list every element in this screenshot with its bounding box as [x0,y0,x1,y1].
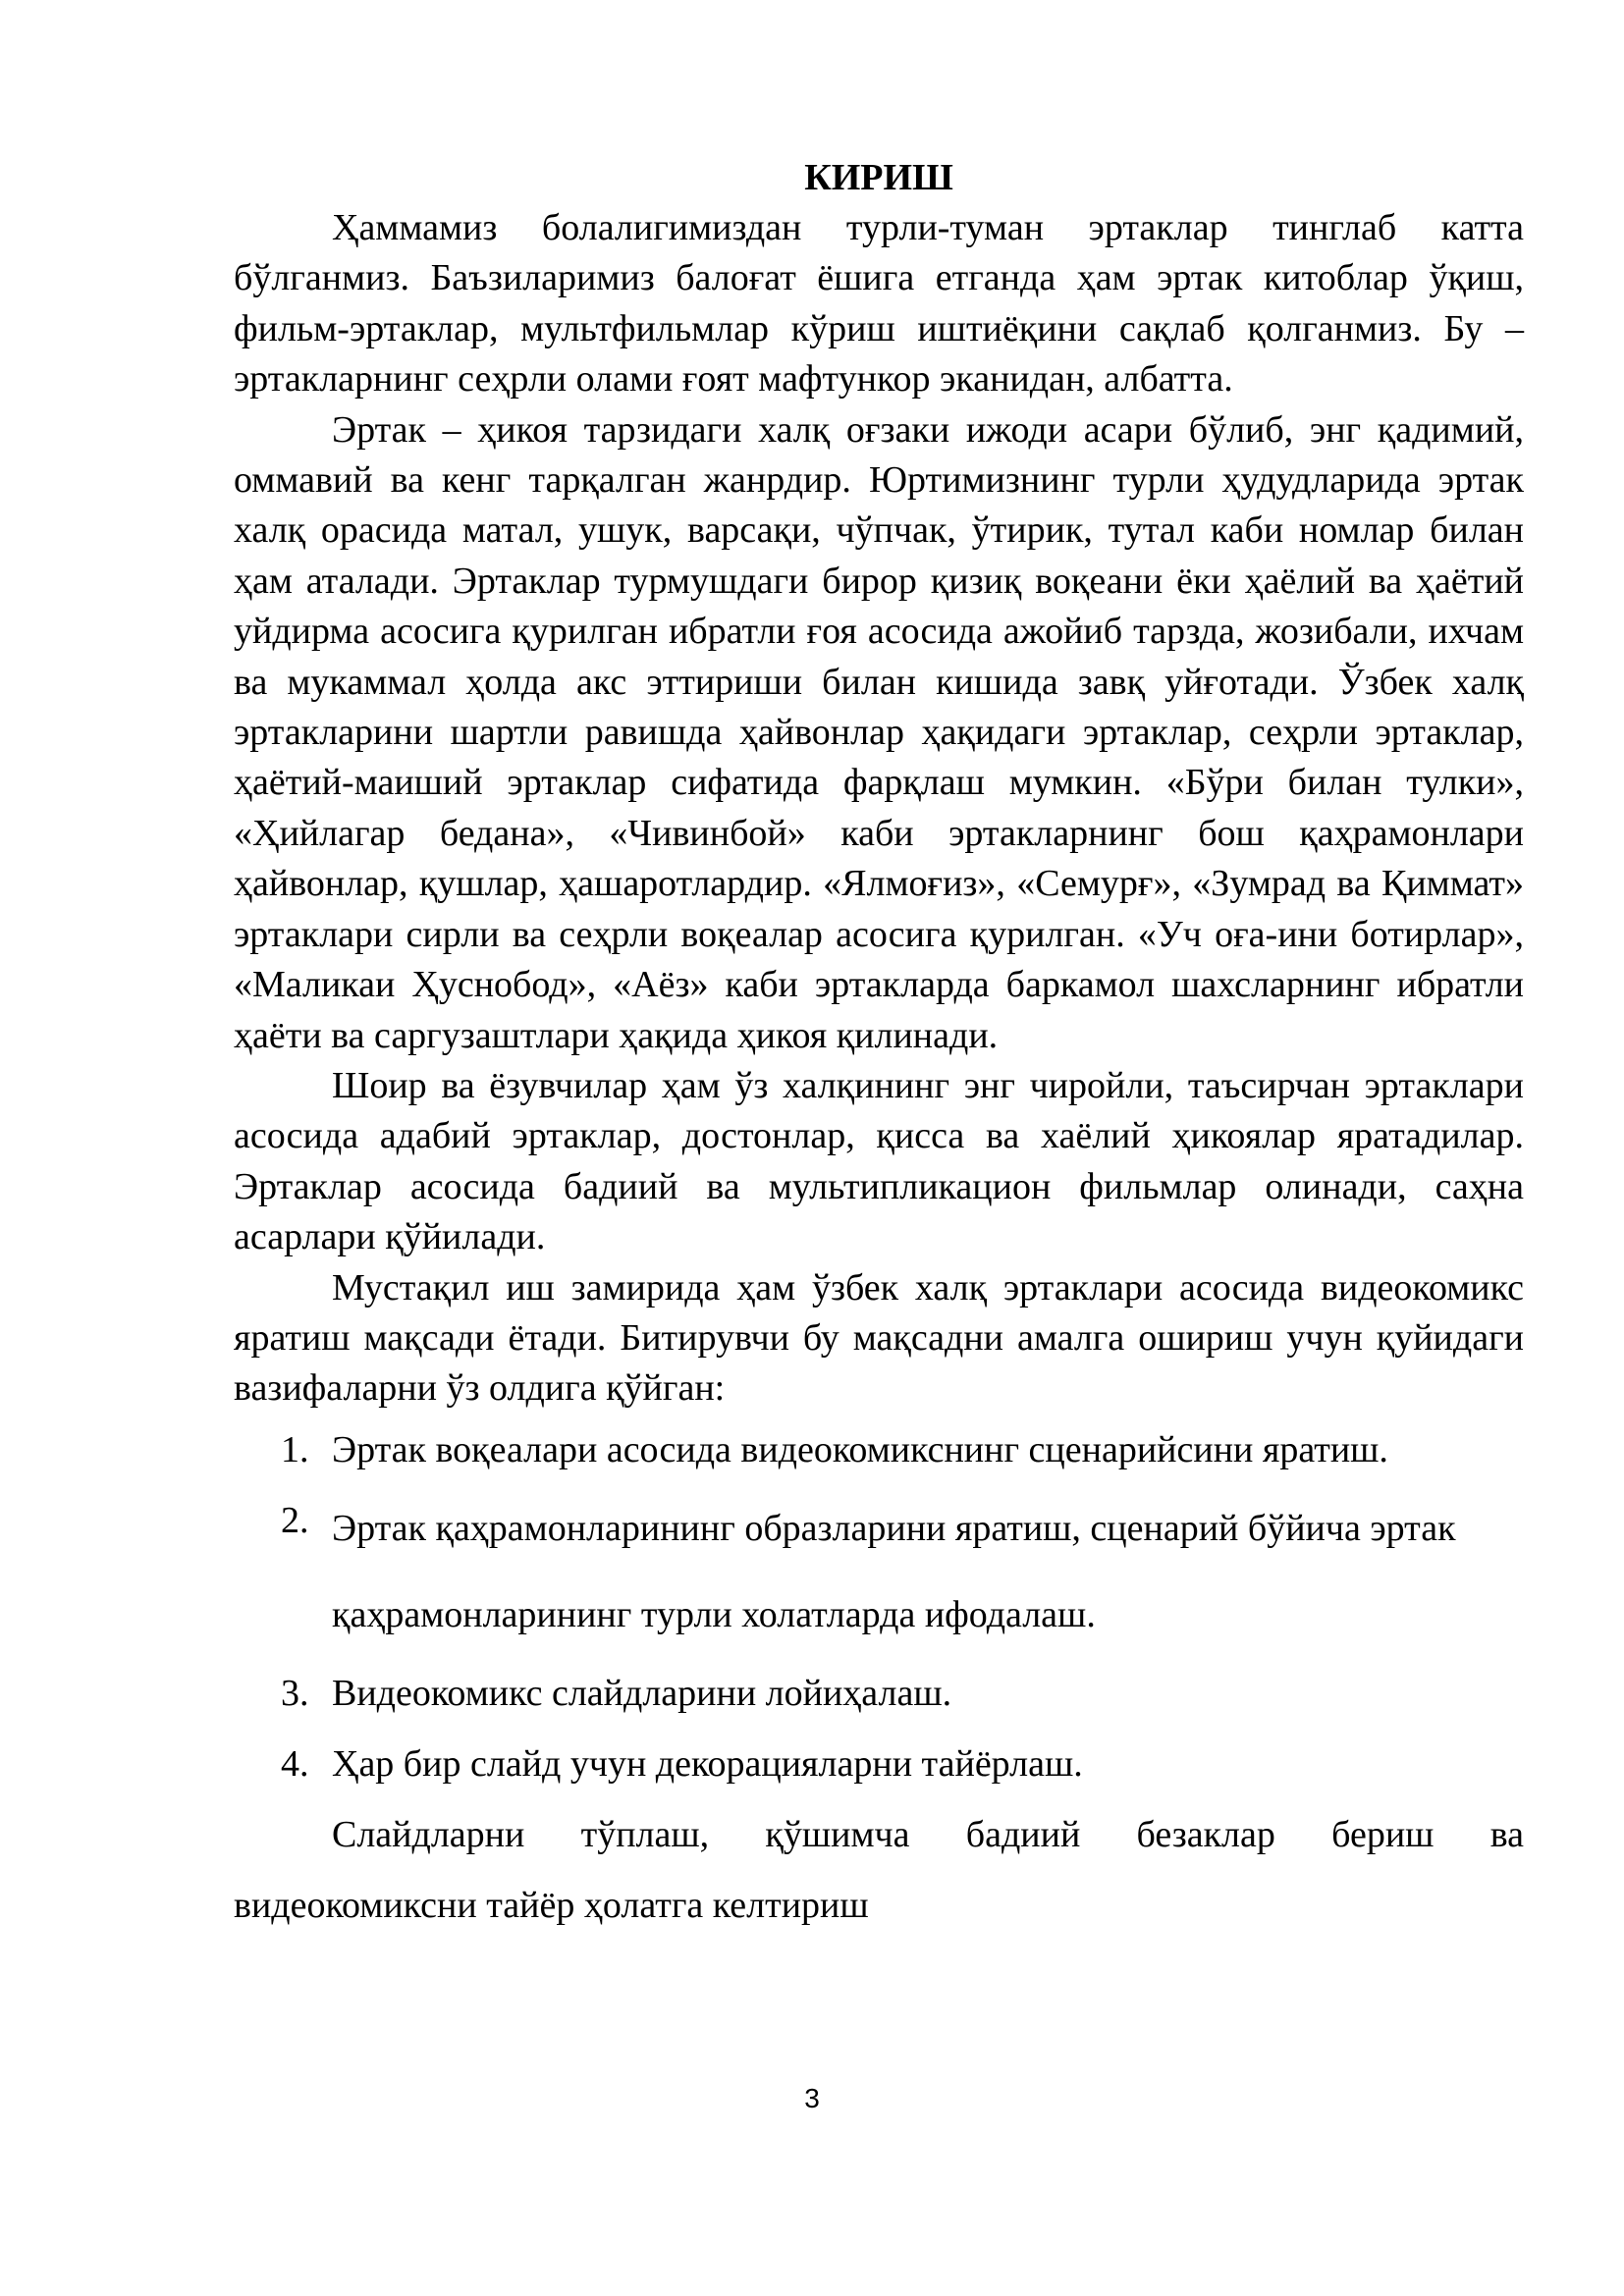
list-item [234,1658,1524,1729]
closing-word: ва [1489,1813,1524,1855]
paragraph-definition: Эртак – ҳикоя тарзидаги халқ оғзаки ижоди асари бўлиб, энг қадимий, оммавий ва кенг тарқалган жанрдир. Юртимизнинг турли ҳудудларида эртак халқ орасида матал, ушук, варсақи, чўпчак, ўтирик, тутал каби номлар билан ҳам аталади. Эртаклар турмушдаги бирор қизиқ воқеани ёки ҳаёлий ва ҳаётий уйдирма асосига қурилган ибратли ғоя асосида ажойиб тарзда, жозибали, ихчам ва мукаммал ҳолда акс эттириши билан кишида завқ уйғотади. Ўзбек халқ эртакларини шартли равишда ҳайвонлар ҳақидаги эртаклар, сеҳрли эртаклар, ҳаётий-маиший эртаклар сифатида фарқлаш мумкин. «Бўри билан тулки», «Ҳийлагар бедана», «Чивинбой» каби эртакларнинг бош қаҳрамонлари ҳайвонлар, қушлар, ҳашаротлардир. «Ялмоғиз», «Семурғ», «Зумрад ва Қиммат» эртаклари сирли ва сеҳрли воқеалар асосига қурилган. «Уч оға-ини ботирлар», «Маликаи Ҳуснобод», «Аёз» каби эртакларда баркамол шахсларнинг ибратли ҳаёти ва саргузаштлари ҳақида ҳикоя қилинади. [234,408,1524,1056]
closing-word: бериш [1331,1813,1435,1855]
list-item-text: Эртак воқеалари асосида видеокомикснинг сценарийсини яратиш. [332,1428,1388,1470]
closing-line-1 [234,1799,1524,1870]
list-item-text: Видеокомикс слайдларини лойиҳалаш. [332,1672,952,1714]
closing-line-2: видеокомиксни тайёр ҳолатга келтириш [234,1884,869,1926]
list-item-number: 2. [281,1499,309,1541]
list-item-text: Ҳар бир слайд учун декорацияларни тайёрлаш. [332,1742,1083,1785]
list-item [234,1415,1524,1485]
closing-word: Слайдларни [332,1813,525,1855]
paragraph-writers: Шоир ва ёзувчилар ҳам ўз халқининг энг чиройли, таъсирчан эртаклари асосида адабий эртаклар, достонлар, қисса ва хаёлий ҳикоялар яратадилар. Эртаклар асосида бадиий ва мультипликацион фильмлар олинади, саҳна асарлари қўйилади. [234,1064,1524,1258]
list-item-number: 4. [281,1742,309,1785]
list-item [234,1485,1524,1658]
closing-word: қўшимча [765,1813,910,1855]
closing-word: безаклар [1136,1813,1275,1855]
list-item-text: Эртак қаҳрамонларининг образларини яратиш, сценарий бўйича эртак қаҳрамонларининг турли холатларда ифодалаш. [332,1507,1456,1635]
closing-word: тўплаш, [580,1813,710,1855]
paragraph-goal: Мустақил иш замирида ҳам ўзбек халқ эртаклари асосида видеокомикс яратиш мақсади ётади. Битирувчи бу мақсадни амалга ошириш учун қуйидаги вазифаларни ўз олдига қўйган: [234,1266,1524,1410]
closing-word: бадиий [965,1813,1081,1855]
list-item-number: 1. [281,1428,309,1470]
task-list [234,1415,1524,1799]
closing-paragraph [234,1799,1524,1941]
page-number: 3 [804,2083,820,2113]
list-item [234,1729,1524,1799]
document-title: КИРИШ [804,157,953,198]
list-item-number: 3. [281,1672,309,1714]
document-page [234,152,1524,1941]
paragraph-intro: Ҳаммамиз болалигимиздан турли-туман эртаклар тинглаб катта бўлганмиз. Баъзиларимиз балоғат ёшига етганда ҳам эртак китоблар ўқиш, фильм-эртаклар, мультфильмлар кўриш иштиёқини сақлаб қолганмиз. Бу – эртакларнинг сеҳрли олами ғоят мафтункор эканидан, албатта. [234,207,1524,400]
